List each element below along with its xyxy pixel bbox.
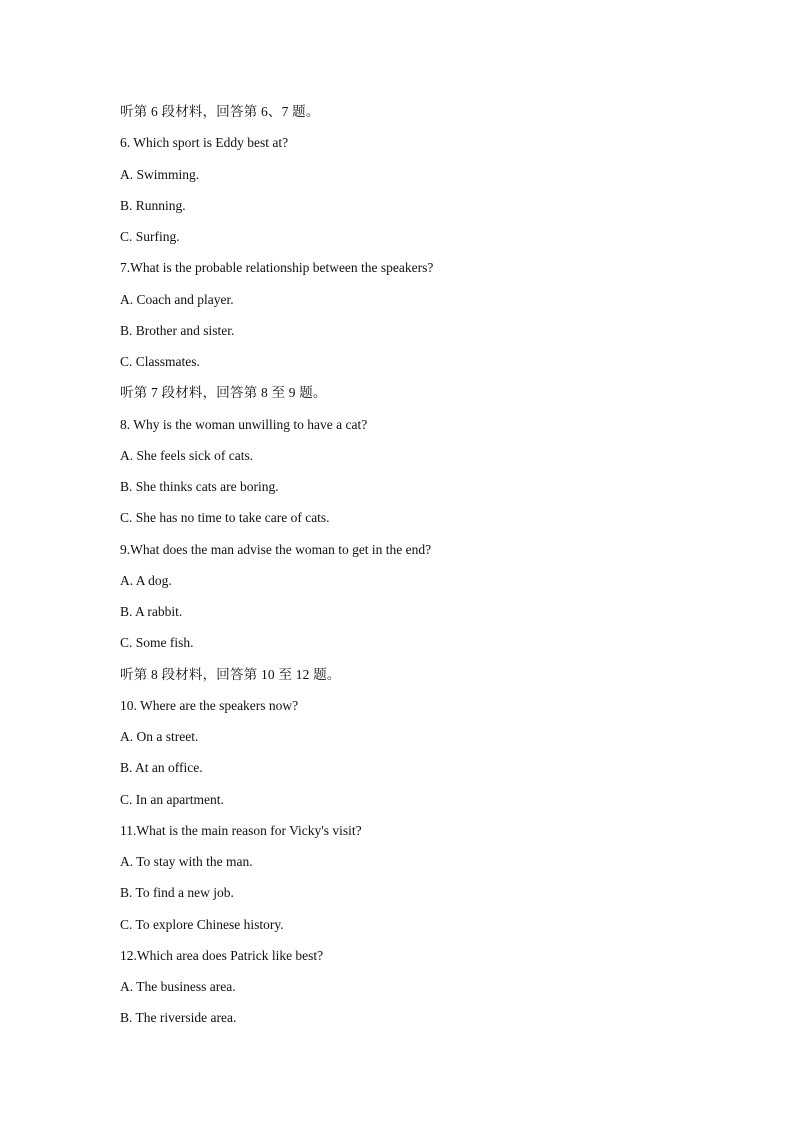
question-12-option-a: A. The business area. (120, 979, 236, 994)
question-9: 9.What does the man advise the woman to get in the end? (120, 541, 432, 557)
document-page (120, 101, 760, 1039)
question-6-option-b: B. Running. (120, 197, 186, 213)
question-6-option-c: C. Surfing. (120, 229, 180, 244)
question-9-option-b: B. A rabbit. (120, 604, 183, 619)
question-10-option-c: C. In an apartment. (120, 791, 224, 807)
question-11-option-b: B. To find a new job. (120, 885, 234, 901)
question-7: 7.What is the probable relationship between the speakers? (120, 260, 434, 276)
section-heading-6: 听第 6 段材料，回答第 6、7 题。 (120, 104, 320, 119)
question-11-option-c: C. To explore Chinese history. (120, 916, 284, 932)
question-9-option-c: C. Some fish. (120, 635, 194, 651)
question-10-option-a: A. On a street. (120, 729, 199, 744)
question-10: 10. Where are the speakers now? (120, 697, 299, 713)
question-8-option-c: C. She has no time to take care of cats. (120, 510, 330, 526)
question-8: 8. Why is the woman unwilling to have a cat? (120, 416, 368, 432)
question-6: 6. Which sport is Eddy best at? (120, 135, 289, 151)
section-heading-8: 听第 8 段材料，回答第 10 至 12 题。 (120, 666, 341, 682)
question-10-option-b: B. At an office. (120, 760, 203, 776)
question-9-option-a: A. A dog. (120, 572, 172, 588)
question-7-option-c: C. Classmates. (120, 354, 200, 369)
question-8-option-a: A. She feels sick of cats. (120, 447, 254, 463)
question-7-option-b: B. Brother and sister. (120, 322, 235, 338)
question-7-option-a: A. Coach and player. (120, 291, 234, 307)
question-12: 12.Which area does Patrick like best? (120, 947, 324, 963)
question-6-option-a: A. Swimming. (120, 166, 200, 182)
question-12-option-b: B. The riverside area. (120, 1010, 237, 1026)
question-11: 11.What is the main reason for Vicky's visit? (120, 822, 362, 838)
question-8-option-b: B. She thinks cats are boring. (120, 479, 279, 494)
section-heading-7: 听第 7 段材料，回答第 8 至 9 题。 (120, 385, 327, 401)
question-11-option-a: A. To stay with the man. (120, 854, 253, 869)
